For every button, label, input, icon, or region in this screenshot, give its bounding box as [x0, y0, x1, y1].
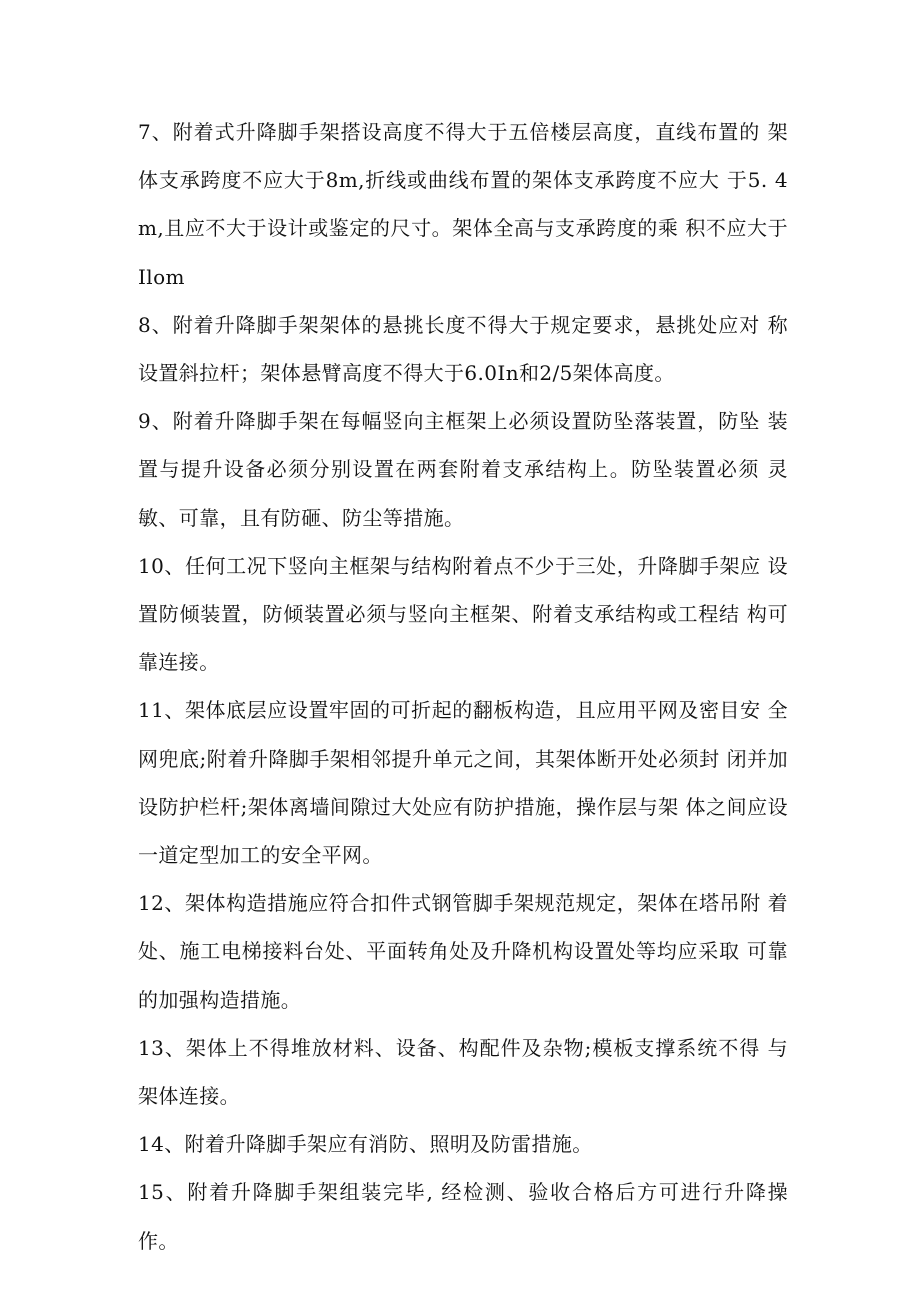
paragraph-item-9: 9、附着升降脚手架在每幅竖向主框架上必须设置防坠落装置，防坠 装置与提升设备必须分别设置在两套附着支承结构上。防坠装置必须 灵敏、可靠，且有防砸、防尘等措施。 [138, 409, 788, 530]
paragraph-item-13: 13、架体上不得堆放材料、设备、构配件及杂物;模板支撑系统不得 与架体连接。 [138, 1035, 788, 1109]
document-body [138, 108, 788, 1265]
paragraph-item-12: 12、架体构造措施应符合扣件式钢管脚手架规范规定，架体在塔吊附 着处、施工电梯接料台处、平面转角处及升降机构设置处等均应采取 可靠的加强构造措施。 [138, 891, 788, 1012]
paragraph-item-11: 11、架体底层应设置牢固的可折起的翻板构造，且应用平网及密目安 全网兜底;附着升降脚手架相邻提升单元之间，其架体断开处必须封 闭并加设防护栏杆;架体离墙间隙过大处应有防护措施，操作层与架 体之间应设一道定型加工的安全平网。 [138, 698, 788, 868]
paragraph-item-7: 7、附着式升降脚手架搭设高度不得大于五倍楼层高度，直线布置的 架体支承跨度不应大于8m,折线或曲线布置的架体支承跨度不应大 于5. 4m,且应不大于设计或鉴定的尺寸。架体全高与支承跨度的乘 积不应大于Ilom [138, 120, 788, 289]
paragraph-item-14: 14、附着升降脚手架应有消防、照明及防雷措施。 [138, 1132, 593, 1157]
paragraph-item-10: 10、任何工况下竖向主框架与结构附着点不少于三处，升降脚手架应 设置防倾装置，防倾装置必须与竖向主框架、附着支承结构或工程结 构可靠连接。 [138, 553, 788, 675]
paragraph-item-15: 15、附着升降脚手架组装完毕, 经检测、验收合格后方可进行升降操 作。 [138, 1180, 788, 1253]
paragraph-item-8: 8、附着升降脚手架架体的悬挑长度不得大于规定要求，悬挑处应对 称设置斜拉杆；架体悬臂高度不得大于6.0In和2/5架体高度。 [138, 312, 788, 386]
